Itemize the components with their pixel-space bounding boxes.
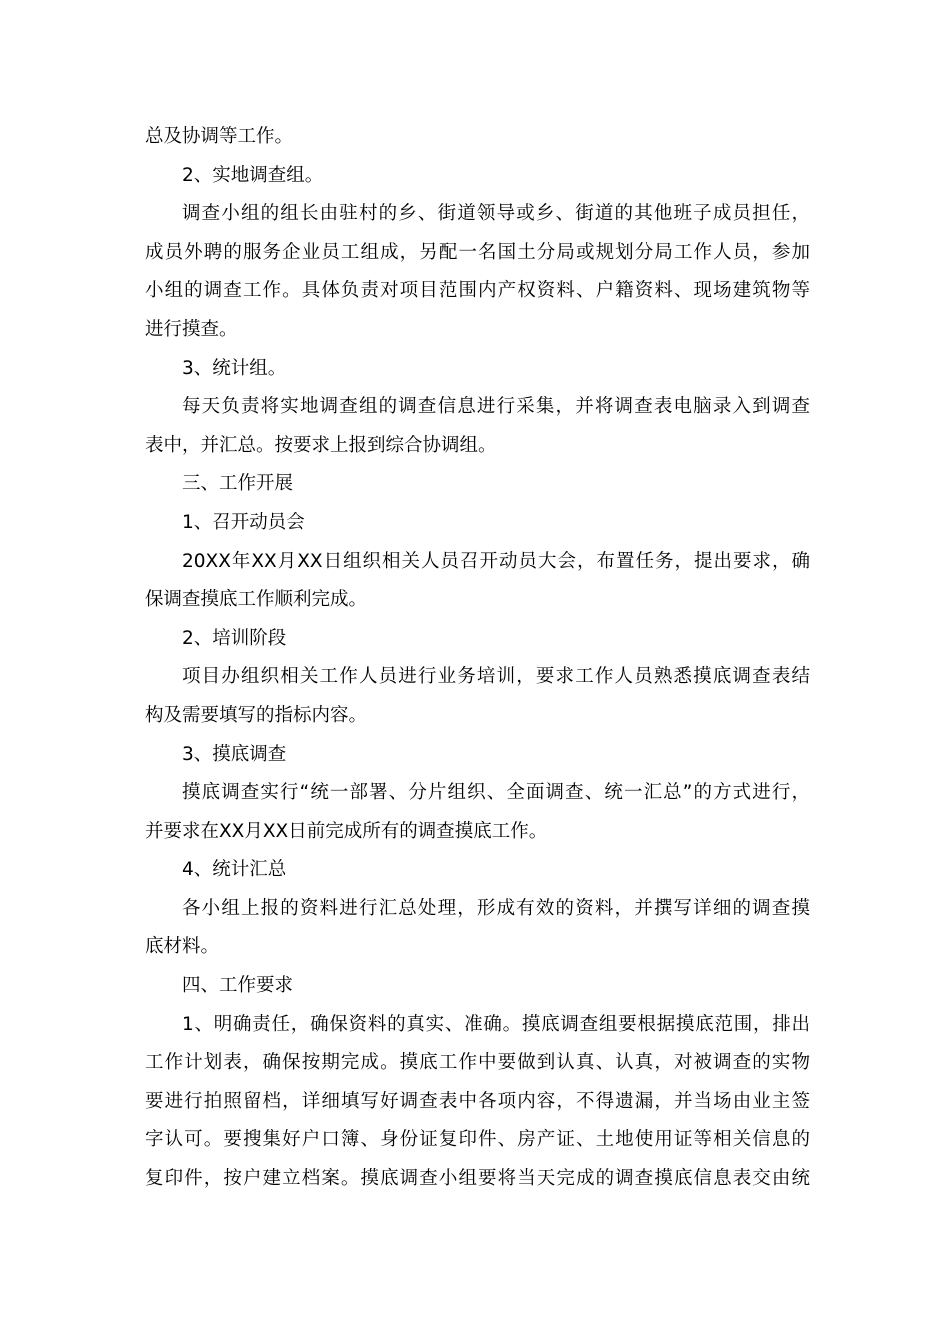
text-line: 4、统计汇总 <box>182 859 287 881</box>
text-line: 成员外聘的服务企业员工组成，另配一名国土分局或规划分局工作人员，参加 <box>145 241 810 263</box>
text-line: 保调查摸底工作顺利完成。 <box>145 589 368 611</box>
text-line: 3、统计组。 <box>182 357 287 379</box>
text-line: 摸底调查实行“统一部署、分片组织、全面调查、统一汇总”的方式进行， <box>182 782 810 804</box>
text-line: 20XX年XX月XX日组织相关人员召开动员大会，布置任务，提出要求，确 <box>182 550 810 572</box>
text-line: 1、召开动员会 <box>182 511 305 533</box>
text-line: 3、摸底调查 <box>182 743 287 765</box>
text-line: 四、工作要求 <box>182 975 294 997</box>
text-line: 工作计划表，确保按期完成。摸底工作中要做到认真、认真，对被调查的实物 <box>145 1052 810 1074</box>
text-line: 并要求在XX月XX日前完成所有的调查摸底工作。 <box>145 820 548 842</box>
text-line: 总及协调等工作。 <box>145 126 294 147</box>
text-line: 小组的调查工作。具体负责对项目范围内产权资料、户籍资料、现场建筑物等 <box>145 280 810 302</box>
text-line: 表中，并汇总。按要求上报到综合协调组。 <box>145 434 497 456</box>
text-line: 构及需要填写的指标内容。 <box>145 704 368 726</box>
text-line: 三、工作开展 <box>182 473 294 495</box>
text-line: 要进行拍照留档，详细填写好调查表中各项内容，不得遗漏，并当场由业主签 <box>145 1090 810 1112</box>
text-line: 项目办组织相关工作人员进行业务培训，要求工作人员熟悉摸底调查表结 <box>182 666 810 688</box>
text-line: 各小组上报的资料进行汇总处理，形成有效的资料，并撰写详细的调查摸 <box>182 897 810 919</box>
text-line: 进行摸查。 <box>145 318 238 340</box>
text-line: 调查小组的组长由驻村的乡、街道领导或乡、街道的其他班子成员担任， <box>182 203 810 225</box>
document-body <box>145 118 810 1199</box>
text-line: 1、明确责任，确保资料的真实、准确。摸底调查组要根据摸底范围，排出 <box>182 1013 810 1035</box>
text-line: 字认可。要搜集好户口簿、身份证复印件、房产证、土地使用证等相关信息的 <box>145 1129 810 1151</box>
text-line: 2、实地调查组。 <box>182 164 324 186</box>
text-line: 底材料。 <box>145 936 220 958</box>
text-line: 复印件，按户建立档案。摸底调查小组要将当天完成的调查摸底信息表交由统 <box>145 1168 810 1190</box>
text-line: 2、培训阶段 <box>182 627 287 649</box>
text-line: 每天负责将实地调查组的调查信息进行采集，并将调查表电脑录入到调查 <box>182 396 810 418</box>
